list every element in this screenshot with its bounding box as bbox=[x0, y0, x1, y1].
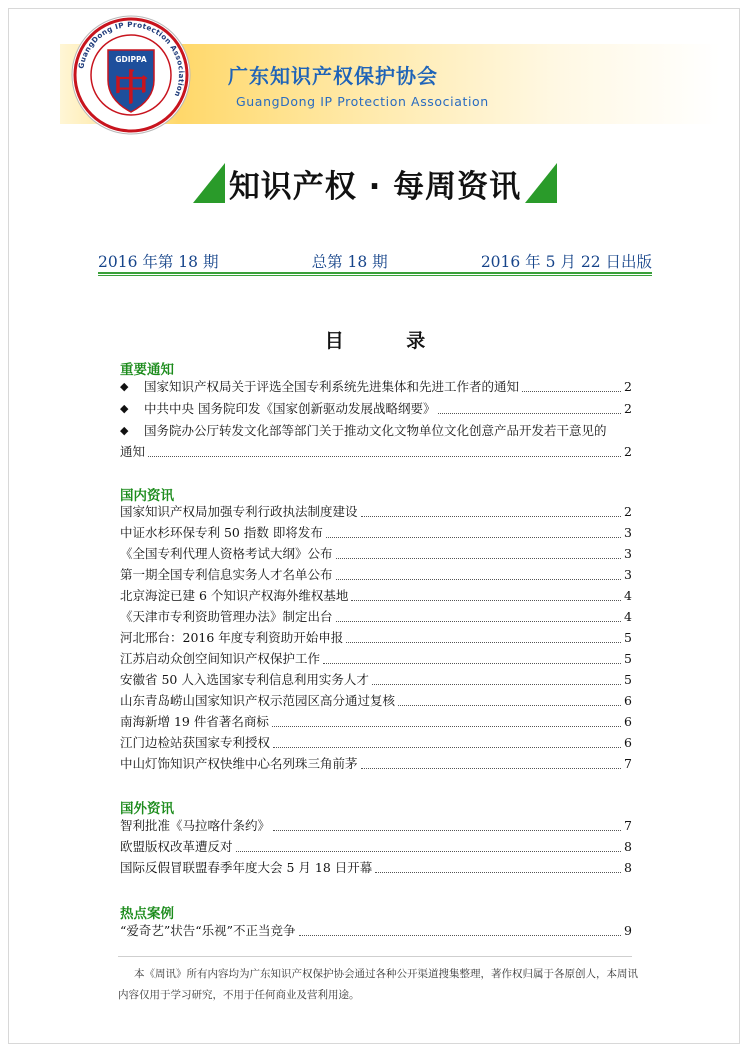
footer-divider bbox=[118, 956, 632, 957]
toc-heading: 目 录 bbox=[324, 330, 454, 352]
leader-dots bbox=[272, 726, 621, 727]
toc-entry-continuation[interactable] bbox=[120, 442, 632, 462]
footer-disclaimer: 本《周讯》所有内容均为广东知识产权保护协会通过各种公开渠道搜集整理，著作权归属于各原创人，本周讯内容仅用于学习研究，不用于任何商业及营利用途。 bbox=[118, 968, 638, 1001]
toc-entry[interactable] bbox=[120, 377, 632, 397]
toc-entry[interactable] bbox=[120, 837, 632, 857]
toc-page-number: 9 bbox=[624, 923, 632, 938]
toc-page-number: 5 bbox=[624, 672, 632, 687]
leader-dots bbox=[299, 935, 621, 936]
toc-entry-text: 第一期全国专利信息实务人才名单公布 bbox=[120, 567, 333, 582]
green-triangle-left-icon bbox=[193, 163, 225, 203]
issue-info bbox=[98, 250, 652, 272]
leader-dots bbox=[326, 537, 621, 538]
toc-entry[interactable] bbox=[120, 712, 632, 732]
toc-entry[interactable] bbox=[120, 733, 632, 753]
toc-entry-text: 欧盟版权改革遭反对 bbox=[120, 839, 233, 854]
toc-entry-text: 江苏启动众创空间知识产权保护工作 bbox=[120, 651, 321, 666]
toc-entry-text: 《全国专利代理人资格考试大纲》公布 bbox=[120, 546, 333, 561]
toc-entry[interactable] bbox=[120, 670, 632, 690]
org-name-cn: 广东知识产权保护协会 bbox=[228, 64, 438, 88]
leader-dots bbox=[323, 663, 621, 664]
toc-entry-text: 智利批准《马拉喀什条约》 bbox=[120, 818, 271, 833]
leader-dots bbox=[148, 456, 621, 457]
leader-dots bbox=[273, 747, 621, 748]
toc-page-number: 7 bbox=[624, 818, 632, 833]
section-heading: 重要通知 bbox=[120, 362, 174, 378]
toc-page-number: 6 bbox=[624, 714, 632, 729]
section-heading: 国外资讯 bbox=[120, 801, 174, 817]
toc-page-number: 3 bbox=[624, 567, 632, 582]
toc-entry-text: 《天津市专利资助管理办法》制定出台 bbox=[120, 609, 333, 624]
toc-entry[interactable] bbox=[120, 858, 632, 878]
issue-divider-thin bbox=[98, 275, 652, 276]
leader-dots bbox=[398, 705, 621, 706]
toc-entry-text: 北京海淀已建 6 个知识产权海外维权基地 bbox=[120, 588, 349, 603]
toc-entry[interactable] bbox=[120, 816, 632, 836]
toc-page-number: 2 bbox=[624, 379, 632, 394]
toc-entry-text: 南海新增 19 件省著名商标 bbox=[120, 714, 269, 729]
toc-entry-text: 河北邢台：2016 年度专利资助开始申报 bbox=[120, 630, 344, 645]
toc-page-number: 6 bbox=[624, 735, 632, 750]
logo-center-char: 中 bbox=[112, 68, 150, 109]
toc-entry[interactable] bbox=[120, 565, 632, 585]
toc-entry-text: 中共中央 国务院印发《国家创新驱动发展战略纲要》 bbox=[144, 401, 436, 416]
diamond-bullet-icon: ◆ bbox=[120, 402, 129, 415]
issue-total-number: 总第 18 期 bbox=[311, 253, 388, 271]
association-logo bbox=[70, 14, 192, 136]
section-heading: 国内资讯 bbox=[120, 488, 174, 504]
toc-entry[interactable] bbox=[120, 628, 632, 648]
toc-entry-text: 通知 bbox=[120, 444, 146, 459]
leader-dots bbox=[273, 830, 621, 831]
diamond-bullet-icon: ◆ bbox=[120, 424, 129, 437]
toc-page-number: 3 bbox=[624, 525, 632, 540]
toc-page-number: 6 bbox=[624, 693, 632, 708]
leader-dots bbox=[372, 684, 621, 685]
toc-entry[interactable] bbox=[120, 691, 632, 711]
leader-dots bbox=[361, 516, 622, 517]
newsletter-title: 知识产权 · 每周资讯 bbox=[228, 168, 522, 205]
toc-entry[interactable] bbox=[120, 754, 632, 774]
toc-entry[interactable] bbox=[120, 586, 632, 606]
leader-dots bbox=[351, 600, 621, 601]
toc-page-number: 8 bbox=[624, 860, 632, 875]
toc-entry-text: 安徽省 50 人入选国家专利信息利用实务人才 bbox=[120, 672, 369, 687]
issue-divider bbox=[98, 272, 652, 274]
toc-page-number: 5 bbox=[624, 651, 632, 666]
toc-page-number: 3 bbox=[624, 546, 632, 561]
leader-dots bbox=[375, 872, 621, 873]
leader-dots bbox=[361, 768, 622, 769]
toc-entry[interactable] bbox=[120, 502, 632, 522]
leader-dots bbox=[522, 391, 621, 392]
leader-dots bbox=[438, 413, 621, 414]
toc-page-number: 4 bbox=[624, 588, 632, 603]
toc-entry[interactable] bbox=[120, 544, 632, 564]
toc-entry-text: 国家知识产权局关于评选全国专利系统先进集体和先进工作者的通知 bbox=[144, 379, 520, 394]
toc-page-number: 4 bbox=[624, 609, 632, 624]
issue-date: 2016 年 5 月 22 日出版 bbox=[480, 253, 652, 271]
toc-entry-text: 中山灯饰知识产权快维中心名列珠三角前茅 bbox=[120, 756, 358, 771]
toc-entry-text: 中证水杉环保专利 50 指数 即将发布 bbox=[120, 525, 323, 540]
toc-entry-text: 国务院办公厅转发文化部等部门关于推动文化文物单位文化创意产品开发若干意见的 bbox=[144, 423, 607, 438]
leader-dots bbox=[336, 558, 622, 559]
toc-entry[interactable] bbox=[120, 607, 632, 627]
toc-entry-text: 国家知识产权局加强专利行政执法制度建设 bbox=[120, 504, 358, 519]
toc-entry[interactable] bbox=[120, 523, 632, 543]
section-heading: 热点案例 bbox=[120, 906, 174, 922]
toc-entry-text: 山东青岛崂山国家知识产权示范园区高分通过复核 bbox=[120, 693, 396, 708]
toc-page-number: 2 bbox=[624, 504, 632, 519]
toc-page-number: 5 bbox=[624, 630, 632, 645]
leader-dots bbox=[336, 579, 622, 580]
toc-page-number: 2 bbox=[624, 444, 632, 459]
toc-entry-text: “爱奇艺”状告“乐视”不正当竞争 bbox=[120, 923, 296, 938]
toc-entry[interactable] bbox=[120, 921, 632, 941]
toc-page-number: 2 bbox=[624, 401, 632, 416]
leader-dots bbox=[236, 851, 622, 852]
leader-dots bbox=[336, 621, 622, 622]
logo-ring-text: GuangDong IP Protection Association bbox=[76, 19, 187, 99]
org-name-en: GuangDong IP Protection Association bbox=[236, 94, 489, 109]
newsletter-title-bar bbox=[0, 158, 750, 208]
issue-year-number: 2016 年第 18 期 bbox=[98, 253, 219, 271]
toc-entry-text: 国际反假冒联盟春季年度大会 5 月 18 日开幕 bbox=[120, 860, 373, 875]
toc-entry[interactable] bbox=[120, 649, 632, 669]
leader-dots bbox=[346, 642, 621, 643]
toc-entry-text: 江门边检站获国家专利授权 bbox=[120, 735, 271, 750]
logo-badge-text: GDIPPA bbox=[115, 55, 147, 64]
toc-page-number: 7 bbox=[624, 756, 632, 771]
toc-entry[interactable] bbox=[120, 399, 632, 419]
diamond-bullet-icon: ◆ bbox=[120, 380, 129, 393]
green-triangle-right-icon bbox=[525, 163, 557, 203]
toc-page-number: 8 bbox=[624, 839, 632, 854]
toc-entry[interactable] bbox=[120, 421, 632, 441]
